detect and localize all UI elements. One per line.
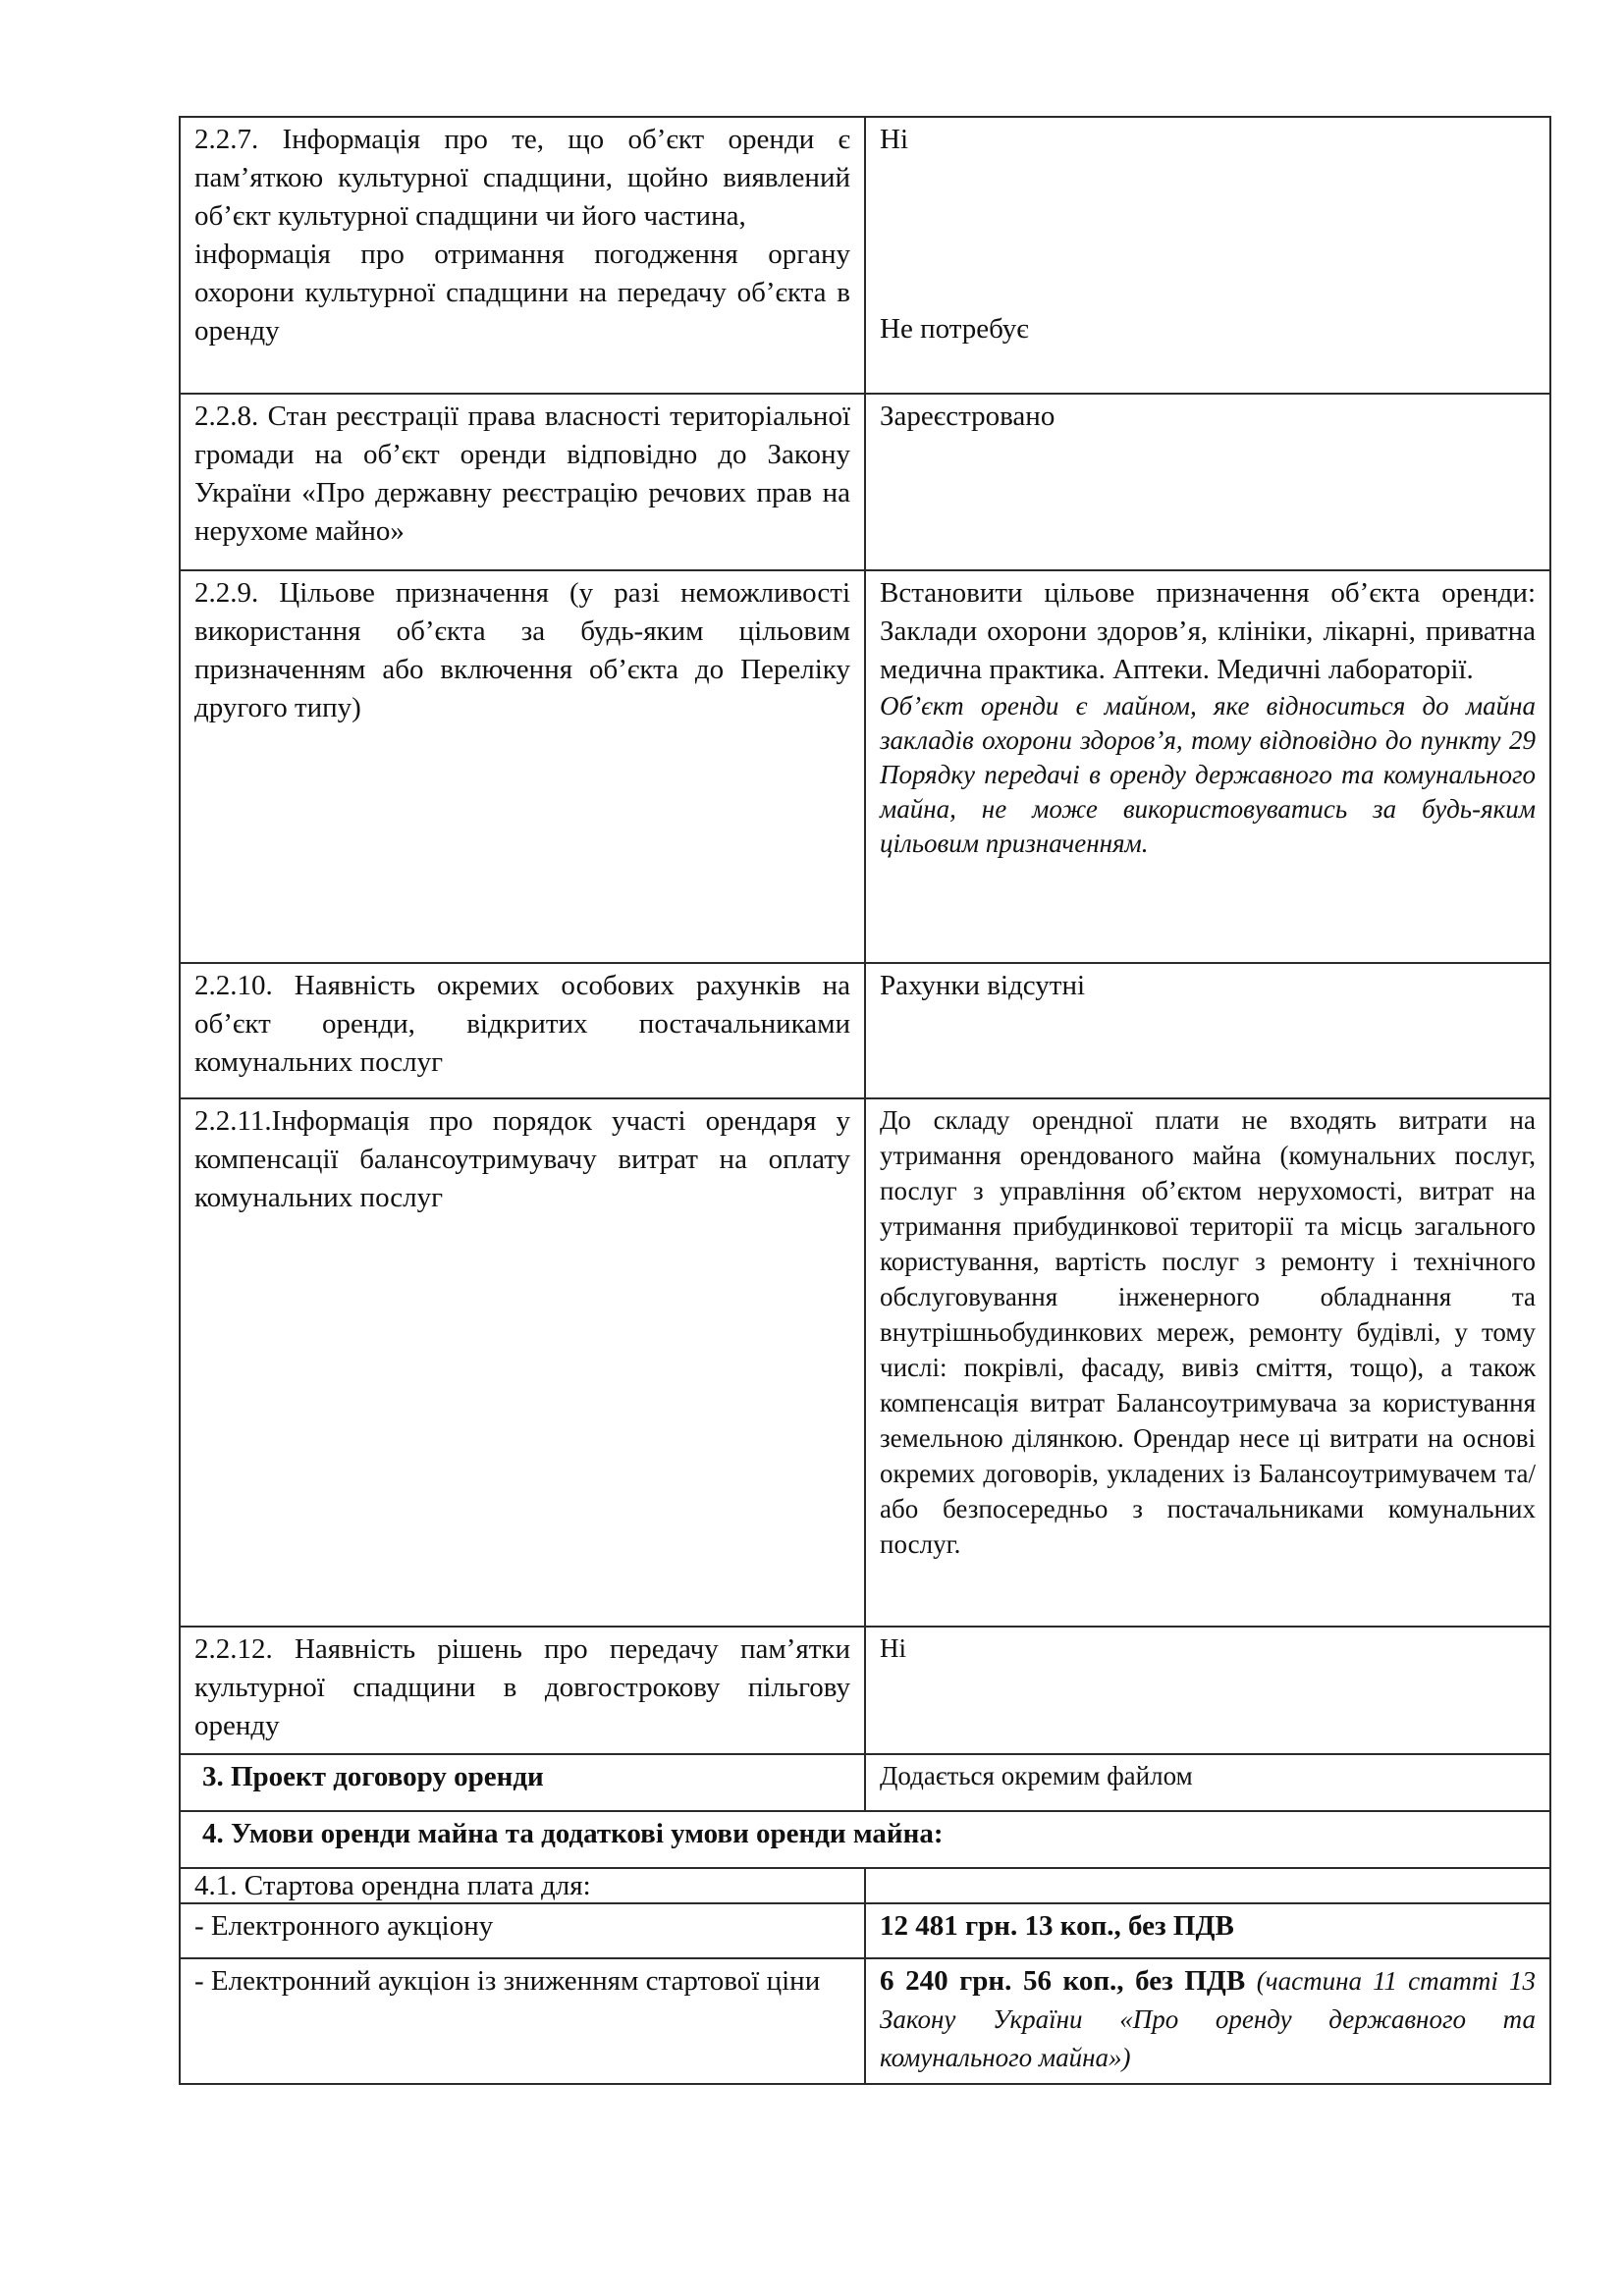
row-value <box>865 1098 1550 1627</box>
table-row <box>180 963 1550 1098</box>
table-row <box>180 1958 1550 2084</box>
row-label <box>180 963 865 1098</box>
table-row <box>180 117 1550 394</box>
row-label <box>180 1098 865 1627</box>
table-row <box>180 1811 1550 1868</box>
item-2-2-7-value: Ні <box>880 124 908 155</box>
row-label <box>180 394 865 570</box>
row-value <box>865 117 1550 394</box>
row-label <box>180 1868 865 1903</box>
section-3-value: Додається окремим файлом <box>880 1761 1193 1790</box>
lease-info-table <box>179 116 1551 2085</box>
row-label <box>180 1903 865 1958</box>
reduced-auction-price-block <box>880 1962 1536 2077</box>
item-2-2-11-value: До складу орендної плати не входять витрати на утримання орендованого майна (комунальних послуг, послуг з управління об’єктом нерухомості, витрат на утримання прибудинкової території та місць загального користування, вартість послуг з ремонту і технічного обслуговування інженерного обладнання та внутрішньобудинкових мереж, ремонту будівлі, у тому числі: покрівлі, фасаду, вивіз сміття, тощо), а також компенсація витрат Балансоутримувача за користування земельною ділянкою. Орендар несе ці витрати на основі окремих договорів, укладених із Балансоутримувачем та/або безпосередньо з постачальниками комунальних послуг. <box>880 1105 1536 1559</box>
item-2-2-12-label: 2.2.12. Наявність рішень про передачу пам’ятки культурної спадщини в довгострокову пільгову оренду <box>194 1633 850 1741</box>
item-2-2-10-value: Рахунки відсутні <box>880 970 1086 1001</box>
row-value <box>865 1868 1550 1903</box>
row-label <box>180 1754 865 1811</box>
item-2-2-9-note: Об’єкт оренди є майном, яке відноситься до майна закладів охорони здоров’я, тому відповідно до пункту 29 Порядку передачі в оренду державного та комунального майна, не може використовуватись за будь-яким цільовим призначенням. <box>880 691 1536 858</box>
section-4-header <box>180 1811 1550 1868</box>
table-row <box>180 1098 1550 1627</box>
table-row <box>180 570 1550 963</box>
item-2-2-9-label: 2.2.9. Цільове призначення (у разі неможливості використання об’єкта за будь-яким цільовим призначенням або включення об’єкта до Переліку другого типу) <box>194 577 850 723</box>
table-row <box>180 1903 1550 1958</box>
reduced-auction-note: (частина 11 статті 13 Закону України «Про оренду державного та комунального майна») <box>880 1966 1536 2072</box>
row-label <box>180 1627 865 1754</box>
row-value <box>865 1754 1550 1811</box>
reduced-auction-price: 6 240 грн. 56 коп., без ПДВ <box>880 1965 1246 1997</box>
row-label <box>180 570 865 963</box>
row-value <box>865 963 1550 1098</box>
document-page <box>179 116 1549 2085</box>
item-4-1-label: 4.1. Стартова орендна плата для: <box>194 1870 591 1901</box>
table-row <box>180 394 1550 570</box>
item-2-2-12-value: Ні <box>880 1633 906 1663</box>
row-value <box>865 1627 1550 1754</box>
item-2-2-9-value: Встановити цільове призначення об’єкта оренди: Заклади охорони здоров’я, клініки, лікарні, приватна медична практика. Аптеки. Медичні лабораторії. <box>880 577 1536 685</box>
item-2-2-7-approval-label: інформація про отримання погодження органу охорони культурної спадщини на передачу об’єкта в оренду <box>194 239 850 347</box>
section-3-label: 3. Проект договору оренди <box>202 1761 544 1792</box>
item-2-2-11-label: 2.2.11.Інформація про порядок участі орендаря у компенсації балансоутримувачу витрат на оплату комунальних послуг <box>194 1105 850 1213</box>
row-label <box>180 117 865 394</box>
item-2-2-10-label: 2.2.10. Наявність окремих особових рахунків на об’єкт оренди, відкритих постачальниками комунальних послуг <box>194 970 850 1078</box>
item-2-2-7-approval-value: Не потребує <box>880 313 1029 345</box>
item-2-2-7-label: 2.2.7. Інформація про те, що об’єкт оренди є пам’яткою культурної спадщини, щойно виявлений об’єкт культурної спадщини чи його частина, <box>194 124 850 232</box>
section-4-title: 4. Умови оренди майна та додаткові умови оренди майна: <box>202 1818 944 1849</box>
row-value <box>865 1958 1550 2084</box>
table-row <box>180 1627 1550 1754</box>
table-row <box>180 1868 1550 1903</box>
item-2-2-8-label: 2.2.8. Стан реєстрації права власності територіальної громади на об’єкт оренди відповідно до Закону України «Про державну реєстрацію речових прав на нерухоме майно» <box>194 400 850 547</box>
row-value <box>865 570 1550 963</box>
table-row <box>180 1754 1550 1811</box>
row-label <box>180 1958 865 2084</box>
item-2-2-8-value: Зареєстровано <box>880 400 1056 432</box>
electronic-auction-label: - Електронного аукціону <box>194 1910 494 1942</box>
row-value <box>865 394 1550 570</box>
row-value <box>865 1903 1550 1958</box>
electronic-auction-price: 12 481 грн. 13 коп., без ПДВ <box>880 1910 1234 1942</box>
reduced-auction-label: - Електронний аукціон із зниженням стартової ціни <box>194 1965 821 1997</box>
